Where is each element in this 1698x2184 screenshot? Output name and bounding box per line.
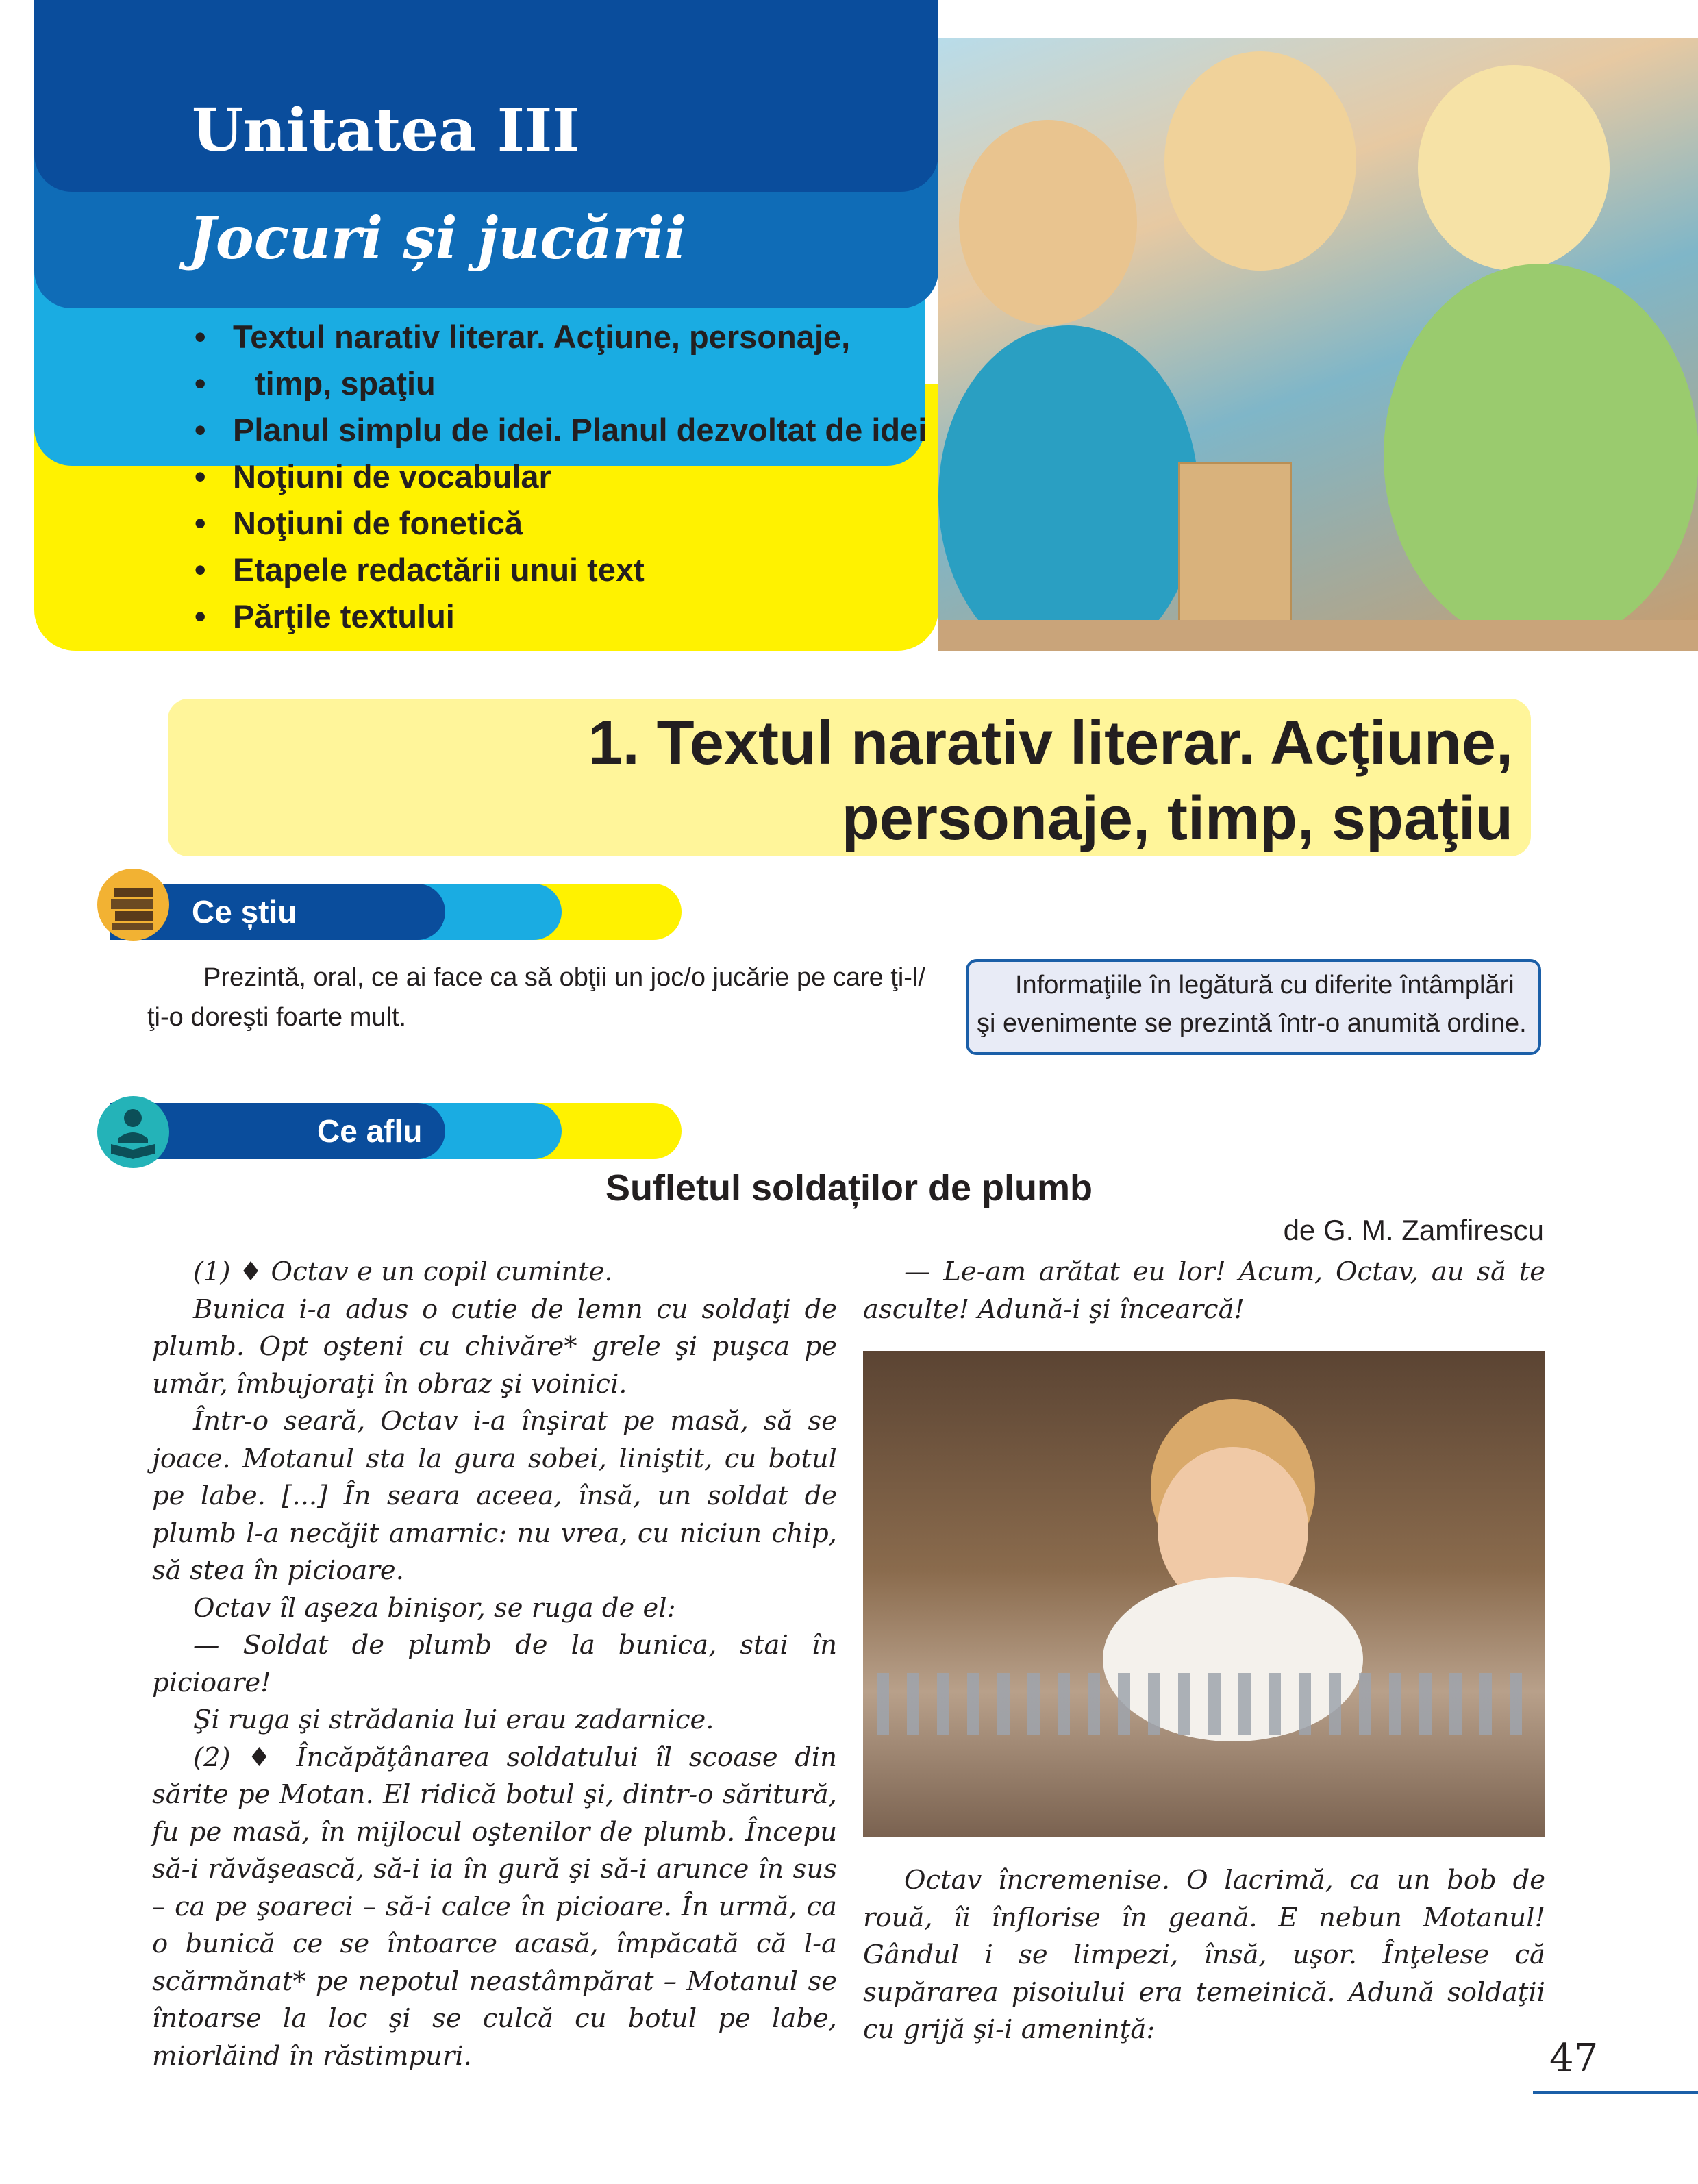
story-paragraph: Şi ruga şi strădania lui erau zadarnice. bbox=[193, 1704, 714, 1735]
unit-title: Unitatea III bbox=[192, 96, 580, 165]
topic-item: • Textul narativ literar. Acţiune, personaje, bbox=[192, 314, 927, 360]
story-paragraph: (1) ♦ Octav e un copil cuminte. bbox=[193, 1256, 613, 1287]
lesson-title bbox=[588, 706, 1513, 856]
unit-subtitle: Jocuri și jucării bbox=[188, 204, 686, 272]
children-playing-photo bbox=[938, 38, 1698, 651]
topic-item: • Noţiuni de fonetică bbox=[192, 500, 927, 547]
story-author: de G. M. Zamfirescu bbox=[1283, 1214, 1544, 1246]
topic-item: • Etapele redactării unui text bbox=[192, 547, 927, 593]
lesson-title-line: 1. Textul narativ literar. Acţiune, bbox=[588, 709, 1513, 778]
topic-item: • Planul simplu de idei. Planul dezvoltat de idei bbox=[192, 407, 927, 454]
story-paragraph: — Soldat de plumb de la bunica, stai în picioare! bbox=[152, 1630, 837, 1698]
story-title: Sufletul soldaților de plumb bbox=[605, 1167, 1093, 1208]
unit-topic-list bbox=[192, 314, 927, 640]
ce-aflu-label: Ce aflu bbox=[317, 1113, 423, 1149]
books-icon bbox=[97, 869, 169, 941]
story-paragraph: (2) ♦ Încăpăţânarea soldatului îl scoase din sărite pe Motan. El ridică botul şi, dintr-o săritură, fu pe masă, în mijlocul oştenilor de plumb. Începu să-i răvăşească, să-i ia în gură şi să-i arunce în sus – ca pe şoareci – să-i calce în picioare. În urmă, ca o bunică ce se întoarce acasă, împăcată că l-a scărmănat* pe nepotul neastâmpărat – Motanul se întoarse la loc şi se culcă cu botul pe labe, miorlăind în răstimpuri. bbox=[152, 1741, 837, 2072]
info-box: Informaţiile în legătură cu diferite întâmplări şi evenimente se prezintă într-o anumită ordine. bbox=[966, 959, 1541, 1055]
story-paragraph: Bunica i-a adus o cutie de lemn cu soldaţi de plumb. Opt oşteni cu chivăre* grele şi puşca pe umăr, îmbujoraţi în obraz şi voinici. bbox=[152, 1293, 837, 1400]
lesson-title-line: personaje, timp, spaţiu bbox=[841, 784, 1513, 853]
page-number: 47 bbox=[1549, 2036, 1599, 2081]
topic-item: • Părţile textului bbox=[192, 593, 927, 640]
topic-item: • Noţiuni de vocabular bbox=[192, 454, 927, 500]
story-paragraph: Octav îl aşeza binişor, se ruga de el: bbox=[193, 1592, 676, 1624]
story-paragraph: Octav încremenise. O lacrimă, ca un bob de rouă, îi înflorise în geană. E nebun Motanul! Gândul i se limpezi, însă, uşor. Înţelese că supărarea pisoiului era temeinică. Adună soldaţii cu grijă şi-i ameninţă: bbox=[863, 1865, 1545, 2045]
story-right-column-top bbox=[863, 1254, 1545, 1328]
story-paragraph: — Le-am arătat eu lor! Acum, Octav, au să te asculte! Adună-i şi încearcă! bbox=[863, 1256, 1545, 1325]
topic-item-continuation: • timp, spaţiu bbox=[192, 360, 927, 407]
ce-stiu-label: Ce știu bbox=[192, 894, 297, 930]
ce-stiu-prompt-text: Prezintă, oral, ce ai face ca să obţii un joc/o jucărie pe care ţi-l/ ţi-o doreşti foarte mult. bbox=[147, 963, 925, 1032]
ce-stiu-prompt bbox=[147, 958, 928, 1037]
page-number-rule bbox=[1533, 2091, 1698, 2094]
reader-icon bbox=[97, 1096, 169, 1168]
story-right-column-bottom bbox=[863, 1862, 1545, 2049]
story-left-column bbox=[152, 1254, 837, 2075]
story-paragraph: Într-o seară, Octav i-a înşirat pe masă, să se joace. Motanul sta la gura sobei, liniştit, cu botul pe labe. [...] În seara aceea, însă, un soldat de plumb l-a necăjit amarnic: nu vrea, cu niciun chip, să stea în picioare. bbox=[152, 1406, 837, 1586]
boy-with-toy-soldiers-photo bbox=[863, 1351, 1545, 1837]
